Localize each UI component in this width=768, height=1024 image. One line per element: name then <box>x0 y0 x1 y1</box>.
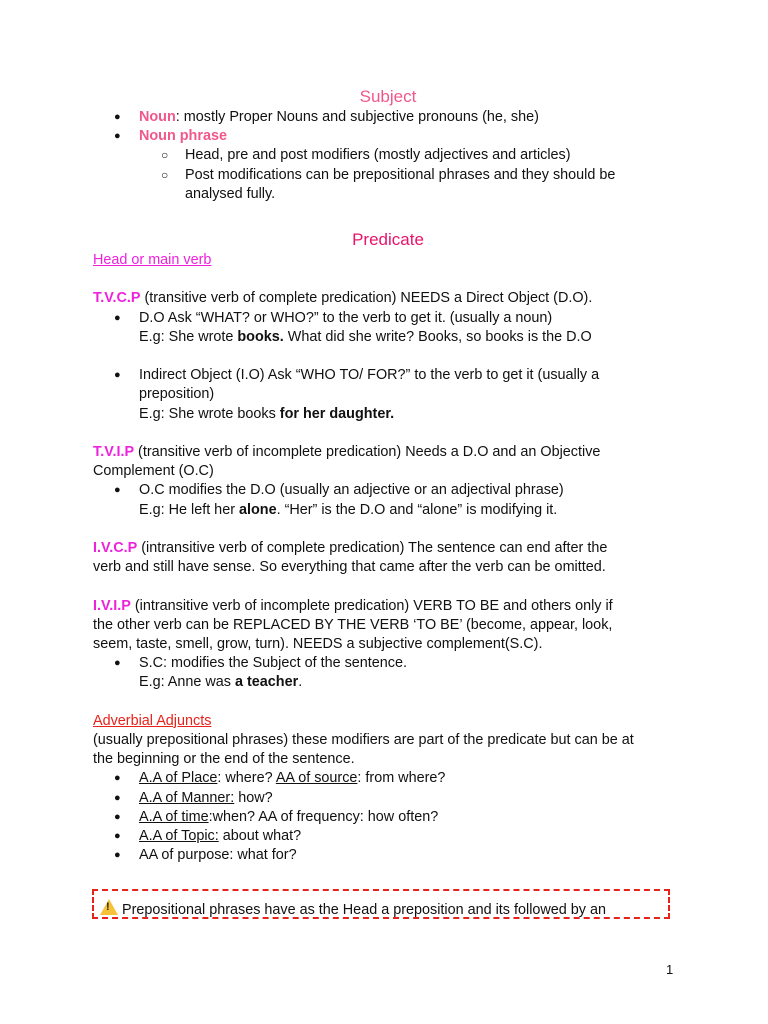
ivip-text-cont: the other verb can be REPLACED BY THE VERB ‘TO BE’ (become, appear, look, <box>93 616 613 633</box>
ivip-list <box>93 654 683 692</box>
noun-phrase-label: Noun phrase <box>139 128 227 145</box>
tvcp-paragraph <box>93 289 683 308</box>
sc-eg-post: . <box>298 674 303 691</box>
source-text: : from where? <box>357 770 446 787</box>
head-main-verb-link[interactable]: Head or main verb <box>93 252 212 269</box>
list-item-sc <box>93 654 683 692</box>
ivip-text-cont2: seem, taste, smell, grow, turn). NEEDS a subjective complement(S.C). <box>93 636 543 652</box>
sublist-item-text-cont: analysed fully. <box>185 185 276 202</box>
topic-label: A.A of Topic: <box>139 828 219 845</box>
do-eg-bold: books. <box>237 328 284 345</box>
sc-eg-bold: a teacher <box>235 674 299 691</box>
time-text: :when? AA of frequency: how often? <box>208 808 439 825</box>
do-example <box>139 329 592 345</box>
oc-example <box>139 502 557 518</box>
ivip-label: I.V.I.P <box>93 597 131 614</box>
manner-text: how? <box>234 789 273 806</box>
sublist-item <box>93 166 683 204</box>
list-item-noun <box>93 108 683 127</box>
ivcp-text: (intransitive verb of complete predication) The sentence can end after the <box>137 540 608 556</box>
adverbial-adjuncts-link[interactable]: Adverbial Adjuncts <box>93 712 212 729</box>
list-item-purpose <box>93 846 683 865</box>
tvip-text-cont: Complement (O.C) <box>93 463 214 480</box>
list-item-time <box>93 808 683 827</box>
sc-example <box>139 674 302 690</box>
sublist-item-text: Post modifications can be prepositional phrases and they should be <box>185 166 616 183</box>
oc-eg-bold: alone <box>238 501 277 518</box>
sublist-item: ○ Head, pre and post modifiers (mostly adjectives and articles) <box>93 146 683 165</box>
page-number: 1 <box>666 962 674 977</box>
manner-label: A.A of Manner: <box>139 789 235 806</box>
adverbial-desc <box>93 731 683 769</box>
source-label: AA of source <box>275 770 358 787</box>
topic-text: about what? <box>218 828 302 845</box>
tvcp-text: (transitive verb of complete predication) NEEDS a Direct Object (D.O). <box>140 290 593 307</box>
io-example <box>139 406 394 422</box>
do-eg-post: What did she write? Books, so books is the D.O <box>283 328 592 345</box>
adverbial-list <box>93 769 683 865</box>
io-text: Indirect Object (I.O) Ask “WHO TO/ FOR?” to the verb to get it (usually a <box>139 367 600 384</box>
ivcp-label: I.V.C.P <box>93 540 138 556</box>
oc-eg-pre: E.g: He left her <box>139 501 239 518</box>
tvcp-label: T.V.C.P <box>93 290 141 307</box>
tvip-label: T.V.I.P <box>93 444 135 460</box>
do-text: D.O Ask “WHAT? or WHO?” to the verb to get it. (usually a noun) <box>139 309 553 326</box>
warning-text: Prepositional phrases have as the Head a preposition and its followed by an <box>122 902 606 918</box>
ivip-paragraph <box>93 597 683 655</box>
subject-list <box>93 108 683 146</box>
io-eg-bold: for her daughter. <box>279 405 395 422</box>
noun-text: : mostly Proper Nouns and subjective pronouns (he, she) <box>175 109 539 125</box>
sc-text: S.C: modifies the Subject of the sentence. <box>139 655 407 672</box>
ivip-text: (intransitive verb of incomplete predication) VERB TO BE and others only if <box>130 597 613 614</box>
list-item-io <box>93 366 683 424</box>
adverbial-desc-1: (usually prepositional phrases) these modifiers are part of the predicate but can be at <box>93 732 634 748</box>
list-item-noun-phrase <box>93 127 683 146</box>
ivcp-paragraph <box>93 539 683 577</box>
prepositional-warning-callout <box>92 889 670 919</box>
do-eg-pre: E.g: She wrote <box>139 328 238 345</box>
list-item-topic <box>93 827 683 846</box>
warning-icon <box>100 899 118 915</box>
ivcp-text-cont: verb and still have sense. So everything that came after the verb can be omitted. <box>93 559 606 576</box>
noun-phrase-sublist <box>93 146 683 204</box>
tvip-paragraph <box>93 443 683 481</box>
list-item-oc <box>93 481 683 519</box>
place-label: A.A of Place <box>139 770 218 787</box>
time-label: A.A of time <box>139 808 209 825</box>
list-item-place <box>93 769 683 788</box>
list-item-manner <box>93 789 683 808</box>
document-page <box>93 86 683 865</box>
predicate-heading: Predicate <box>352 230 424 250</box>
noun-label: Noun <box>139 109 176 125</box>
io-text-cont: preposition) <box>139 386 215 403</box>
oc-text: O.C modifies the D.O (usually an adjective or an adjectival phrase) <box>139 482 564 499</box>
io-eg-pre: E.g: She wrote books <box>139 405 280 422</box>
tvcp-list <box>93 309 683 347</box>
adverbial-desc-2: the beginning or the end of the sentence. <box>93 751 355 768</box>
tvip-text: (transitive verb of incomplete predication) Needs a D.O and an Objective <box>134 444 601 460</box>
sc-eg-pre: E.g: Anne was <box>139 674 235 691</box>
tvip-list <box>93 481 683 519</box>
list-item-do <box>93 309 683 347</box>
subject-heading: Subject <box>359 87 417 106</box>
purpose-text: AA of purpose: what for? <box>139 847 297 864</box>
oc-eg-post: . “Her” is the D.O and “alone” is modifying it. <box>276 501 558 518</box>
place-text: : where? <box>217 770 276 787</box>
io-list <box>93 366 683 424</box>
